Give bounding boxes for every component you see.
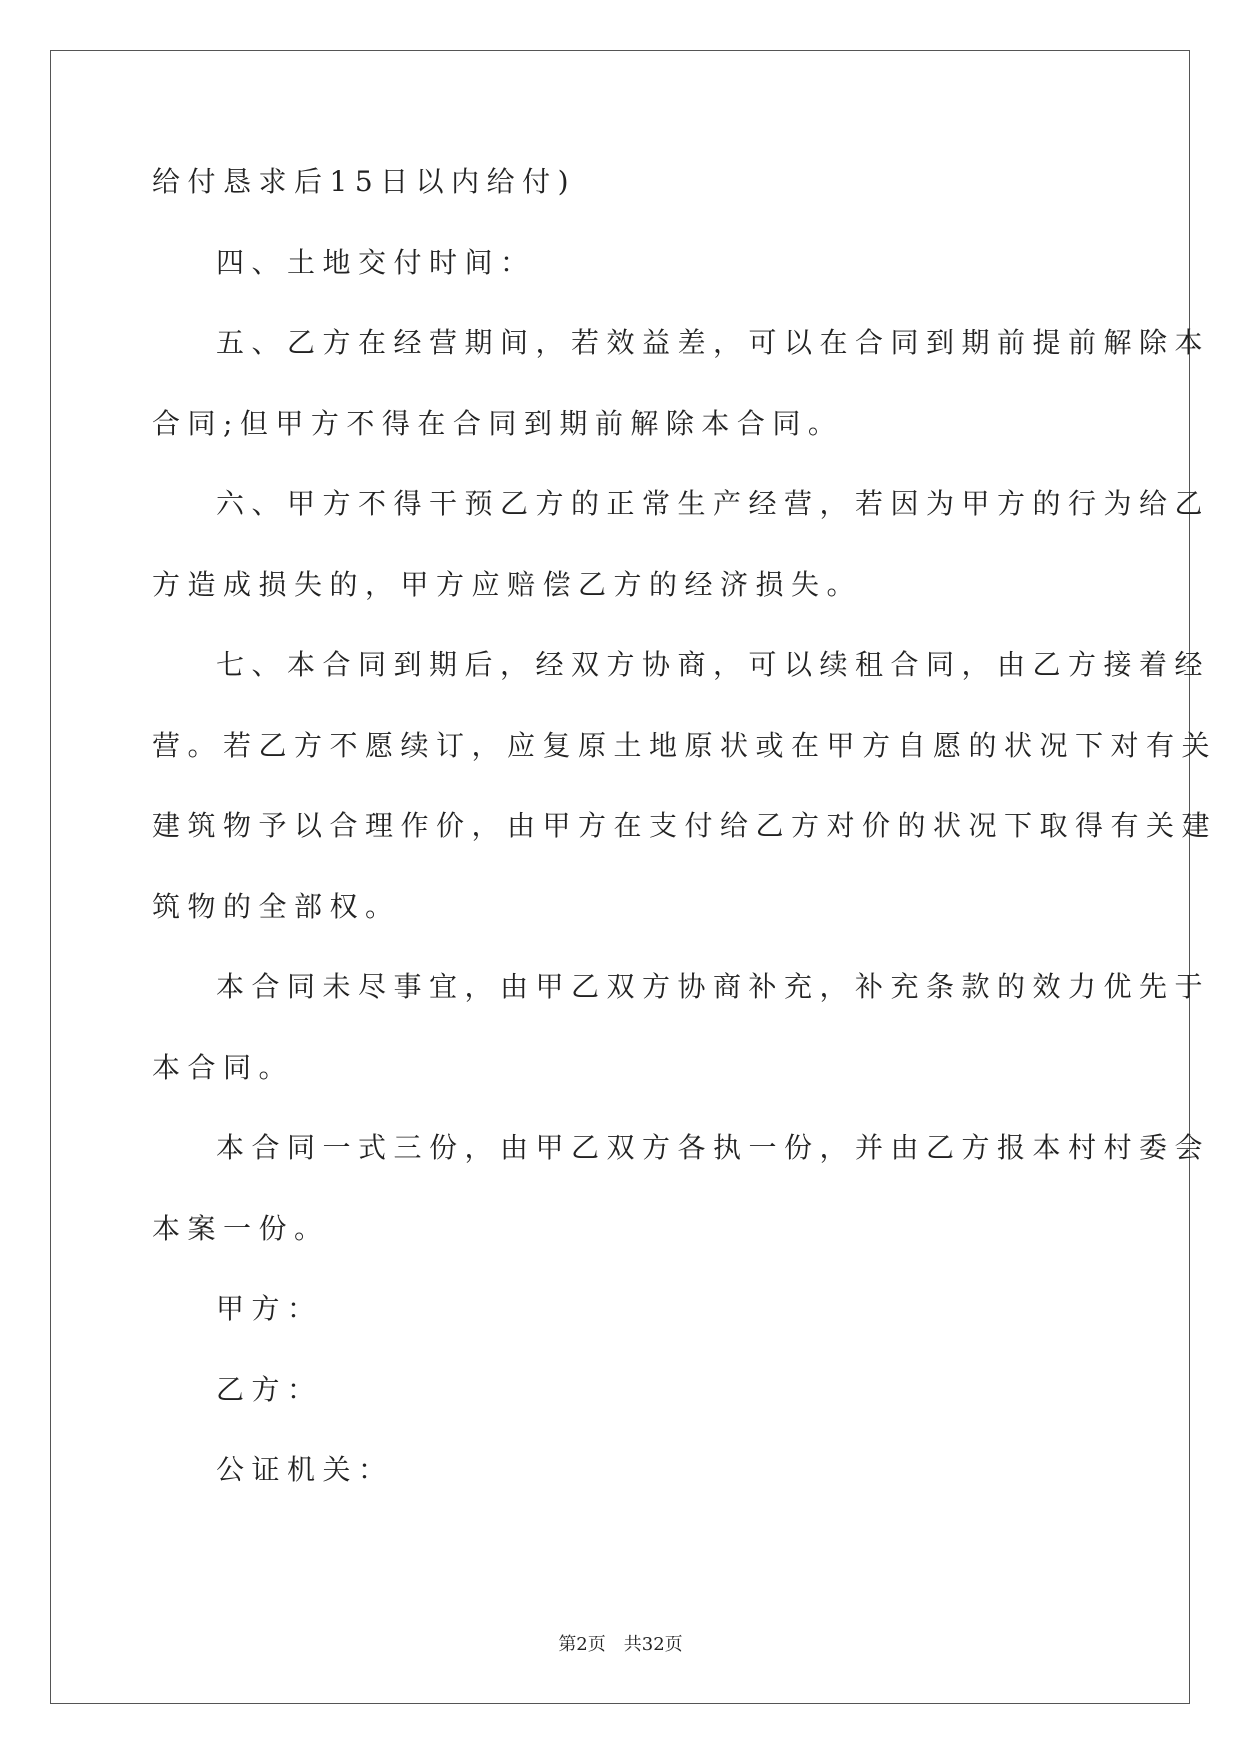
text-line: 合同;但甲方不得在合同到期前解除本合同。 bbox=[152, 406, 844, 440]
page-number-footer: 第2页 共32页 bbox=[558, 1634, 683, 1655]
text-line: 七、本合同到期后，经双方协商，可以续租合同，由乙方接着经 bbox=[216, 648, 1211, 681]
text-line: 营。若乙方不愿续订，应复原土地原状或在甲方自愿的状况下对有关 bbox=[152, 728, 1218, 762]
party-b-label: 乙方： bbox=[216, 1372, 323, 1406]
text-line: 五、乙方在经营期间，若效益差，可以在合同到期前提前解除本 bbox=[216, 326, 1211, 359]
party-a-label: 甲方： bbox=[216, 1292, 323, 1325]
text-line: 本案一份。 bbox=[152, 1211, 330, 1245]
text-line: 本合同。 bbox=[152, 1050, 295, 1084]
text-line: 方造成损失的，甲方应赔偿乙方的经济损失。 bbox=[152, 567, 863, 601]
text-line: 六、甲方不得干预乙方的正常生产经营，若因为甲方的行为给乙 bbox=[216, 487, 1211, 520]
text-line: 给付恳求后15日以内给付) bbox=[152, 165, 577, 198]
text-line: 本合同未尽事宜，由甲乙双方协商补充，补充条款的效力优先于 bbox=[216, 970, 1211, 1003]
document-body bbox=[152, 165, 1218, 1537]
text-line: 四、土地交付时间： bbox=[216, 245, 536, 279]
text-line: 筑物的全部权。 bbox=[152, 889, 401, 923]
notary-label: 公证机关： bbox=[216, 1453, 394, 1486]
text-line: 本合同一式三份，由甲乙双方各执一份，并由乙方报本村村委会 bbox=[216, 1131, 1211, 1164]
text-line: 建筑物予以合理作价，由甲方在支付给乙方对价的状况下取得有关建 bbox=[152, 809, 1218, 842]
